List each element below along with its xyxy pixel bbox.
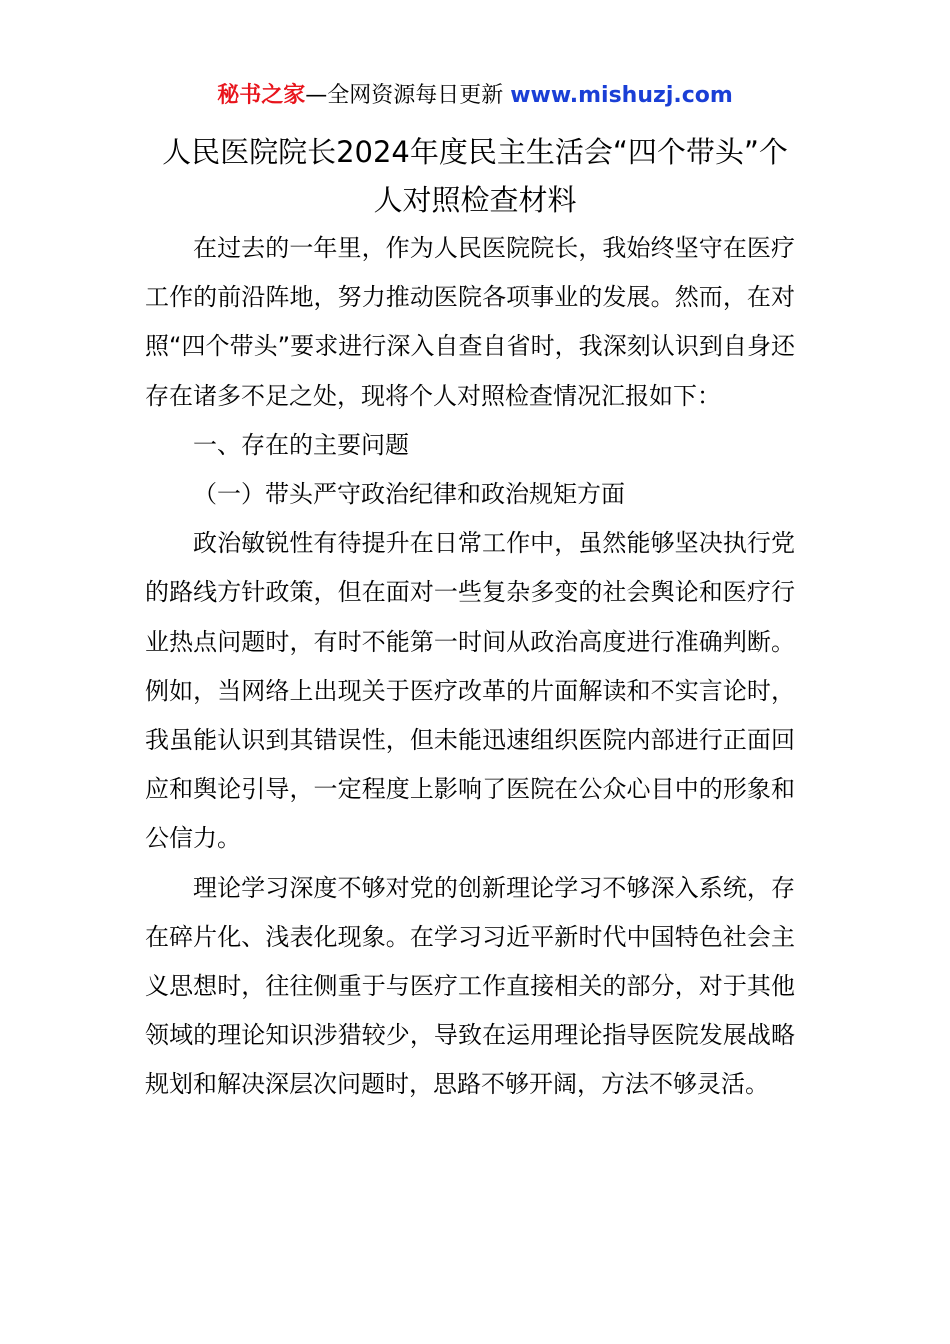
paragraph-political-sensitivity: 政治敏锐性有待提升在日常工作中，虽然能够坚决执行党的路线方针政策，但在面对一些复杂多变的社会舆论和医疗行业热点问题时，有时不能第一时间从政治高度进行准确判断。例如，当网络上出现关于医疗改革的片面解读和不实言论时，我虽能认识到其错误性，但未能迅速组织医院内部进行正面回应和舆论引导，一定程度上影响了医院在公众心目中的形象和公信力。	[145, 529, 795, 853]
site-header	[0, 80, 950, 112]
section-heading: 一、存在的主要问题	[193, 430, 409, 459]
document-body	[145, 224, 795, 1110]
paragraph-intro: 在过去的一年里，作为人民医院院长，我始终坚守在医疗工作的前沿阵地，努力推动医院各项事业的发展。然而，在对照“四个带头”要求进行深入自查自省时，我深刻认识到自身还存在诸多不足之处，现将个人对照检查情况汇报如下：	[145, 234, 795, 410]
subsection-heading: （一）带头严守政治纪律和政治规矩方面	[193, 480, 625, 509]
paragraph-theory-study: 理论学习深度不够对党的创新理论学习不够深入系统，存在碎片化、浅表化现象。在学习习近平新时代中国特色社会主义思想时，往往侧重于与医疗工作直接相关的部分，对于其他领域的理论知识涉猎较少，导致在运用理论指导医院发展战略规划和解决深层次问题时，思路不够开阔，方法不够灵活。	[145, 873, 795, 1099]
site-url-link[interactable]: www.mishuzj.com	[510, 83, 733, 108]
brand-name: 秘书之家	[217, 83, 306, 108]
document-title: 人民医院院长2024年度民主生活会“四个带头”个人对照检查材料	[162, 135, 788, 217]
header-tagline: —全网资源每日更新	[305, 83, 511, 108]
